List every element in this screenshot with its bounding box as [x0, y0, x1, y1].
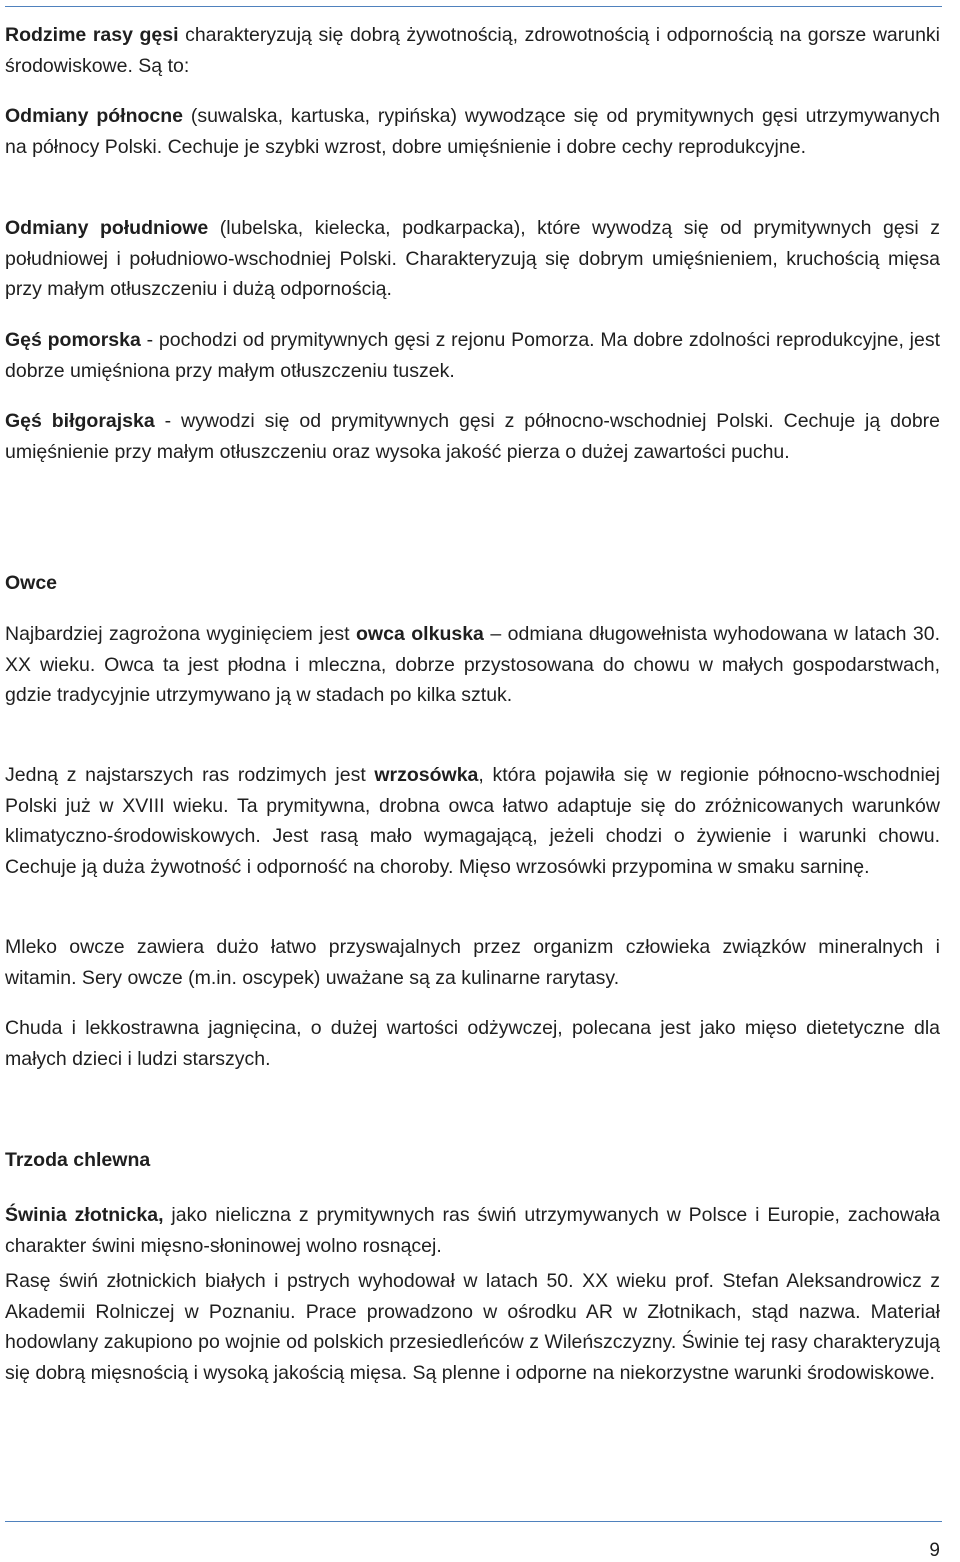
sheep-p1-bold-olkuska: olkuska [411, 623, 484, 645]
geese-north-text: (suwalska, kartuska, rypińska) wywodzące się od prymitywnych gęsi utrzymywanych na północy Polski. Cechuje je szybki wzrost, dobre umięśnienie i dobre cechy reprodukcyjne. [5, 105, 940, 158]
sheep-p1-before: Najbardziej zagrożona wyginięciem jest [5, 623, 357, 645]
pigs-p1-text: jako nieliczna z prymitywnych ras świń utrzymywanych w Polsce i Europie, zachowała charakter świni mięsno-słoninowej wolno rosnącej. [5, 1204, 940, 1257]
sheep-p2-bold: wrzosówka [374, 764, 479, 786]
sheep-milk-paragraph: Mleko owcze zawiera dużo łatwo przyswajalnych przez organizm człowieka związków mineralnych i witamin. Sery owcze (m.in. oscypek) uważane są za kulinarne rarytasy. [5, 936, 940, 989]
geese-south-text: (lubelska, kielecka, podkarpacka), które wywodzą się od prymitywnych gęsi z południowej i południowo-wschodniej Polski. Charakteryzują się dobrym umięśnieniem, kruchością mięsa przy małym otłuszczeniu i dużą odpornością. [5, 217, 940, 300]
geese-north-paragraph [5, 101, 940, 162]
geese-south-paragraph [5, 213, 940, 305]
geese-intro-paragraph [5, 20, 940, 81]
geese-bilgorajska-text: - wywodzi się od prymitywnych gęsi z północno-wschodniej Polski. Cechuje ją dobre umięśnienie przy małym otłuszczeniu oraz wysoka jakość pierza o dużej zawartości puchu. [5, 410, 940, 463]
sheep-p1-after: – odmiana długowełnista wyhodowana w latach 30. XX wieku. Owca ta jest płodna i mleczna, dobrze przystosowana do chowu w małych gospodarstwach, gdzie tradycyjnie utrzymywano ją w stadach po kilka sztuk. [5, 623, 940, 706]
geese-north-bold: Odmiany północne [5, 105, 183, 127]
geese-intro-text: charakteryzują się dobrą żywotnością, zdrowotnością i odpornością na gorsze warunki środowiskowe. Są to: [5, 24, 941, 77]
sheep-wrzosowka-paragraph [5, 760, 940, 882]
geese-pomorska-bold: Gęś pomorska [5, 329, 141, 351]
pigs-p1-bold: Świnia złotnicka, [5, 1204, 164, 1226]
sheep-p1-bold-owca: owca [356, 623, 405, 645]
geese-south-bold: Odmiany południowe [5, 217, 209, 239]
pigs-heading: Trzoda chlewna [5, 1149, 151, 1171]
geese-pomorska-text: - pochodzi od prymitywnych gęsi z rejonu Pomorza. Ma dobre zdolności reprodukcyjne, jest dobrze umięśniona przy małym otłuszczeniu tuszek. [5, 329, 940, 382]
geese-intro-bold: Rodzime rasy gęsi [5, 24, 179, 46]
sheep-p2-after: , która pojawiła się w regionie północno-wschodniej Polski już w XVIII wieku. Ta prymitywna, drobna owca łatwo adaptuje się do zróżnicowanych warunków klimatyczno-środowiskowych. Jest rasą mało wymagającą, jeżeli chodzi o żywienie i warunki chowu. Cechuje ją duża żywotność i odporność na choroby. Mięso wrzosówki przypomina w smaku sarninę. [5, 764, 940, 878]
sheep-p2-before: Jedną z najstarszych ras rodzimych jest [5, 764, 375, 786]
footer-rule [5, 1521, 942, 1522]
geese-bilgorajska-bold: Gęś biłgorajska [5, 410, 155, 432]
sheep-lamb-paragraph: Chuda i lekkostrawna jagnięcina, o dużej wartości odżywczej, polecana jest jako mięso dietetyczne dla małych dzieci i ludzi starszych. [5, 1017, 940, 1070]
geese-pomorska-paragraph [5, 325, 940, 386]
pigs-zlotnicka-paragraph [5, 1200, 940, 1261]
sheep-heading: Owce [5, 572, 58, 594]
pigs-history-paragraph: Rasę świń złotnickich białych i pstrych wyhodował w latach 50. XX wieku prof. Stefan Aleksandrowicz z Akademii Rolniczej w Poznaniu. Prace prowadzono w ośrodku AR w Złotnikach, stąd nazwa. Materiał hodowlany zakupiono po wojnie od polskich przesiedleńców z Wileńszczyzny. Świnie tej rasy charakteryzują się dobrą mięsnością i wysoką jakością mięsa. Są plenne i odporne na niekorzystne warunki środowiskowe. [5, 1270, 940, 1384]
sheep-olkuska-paragraph [5, 619, 940, 711]
page-number: 9 [929, 1540, 940, 1561]
header-rule [5, 6, 942, 7]
geese-bilgorajska-paragraph [5, 406, 940, 467]
